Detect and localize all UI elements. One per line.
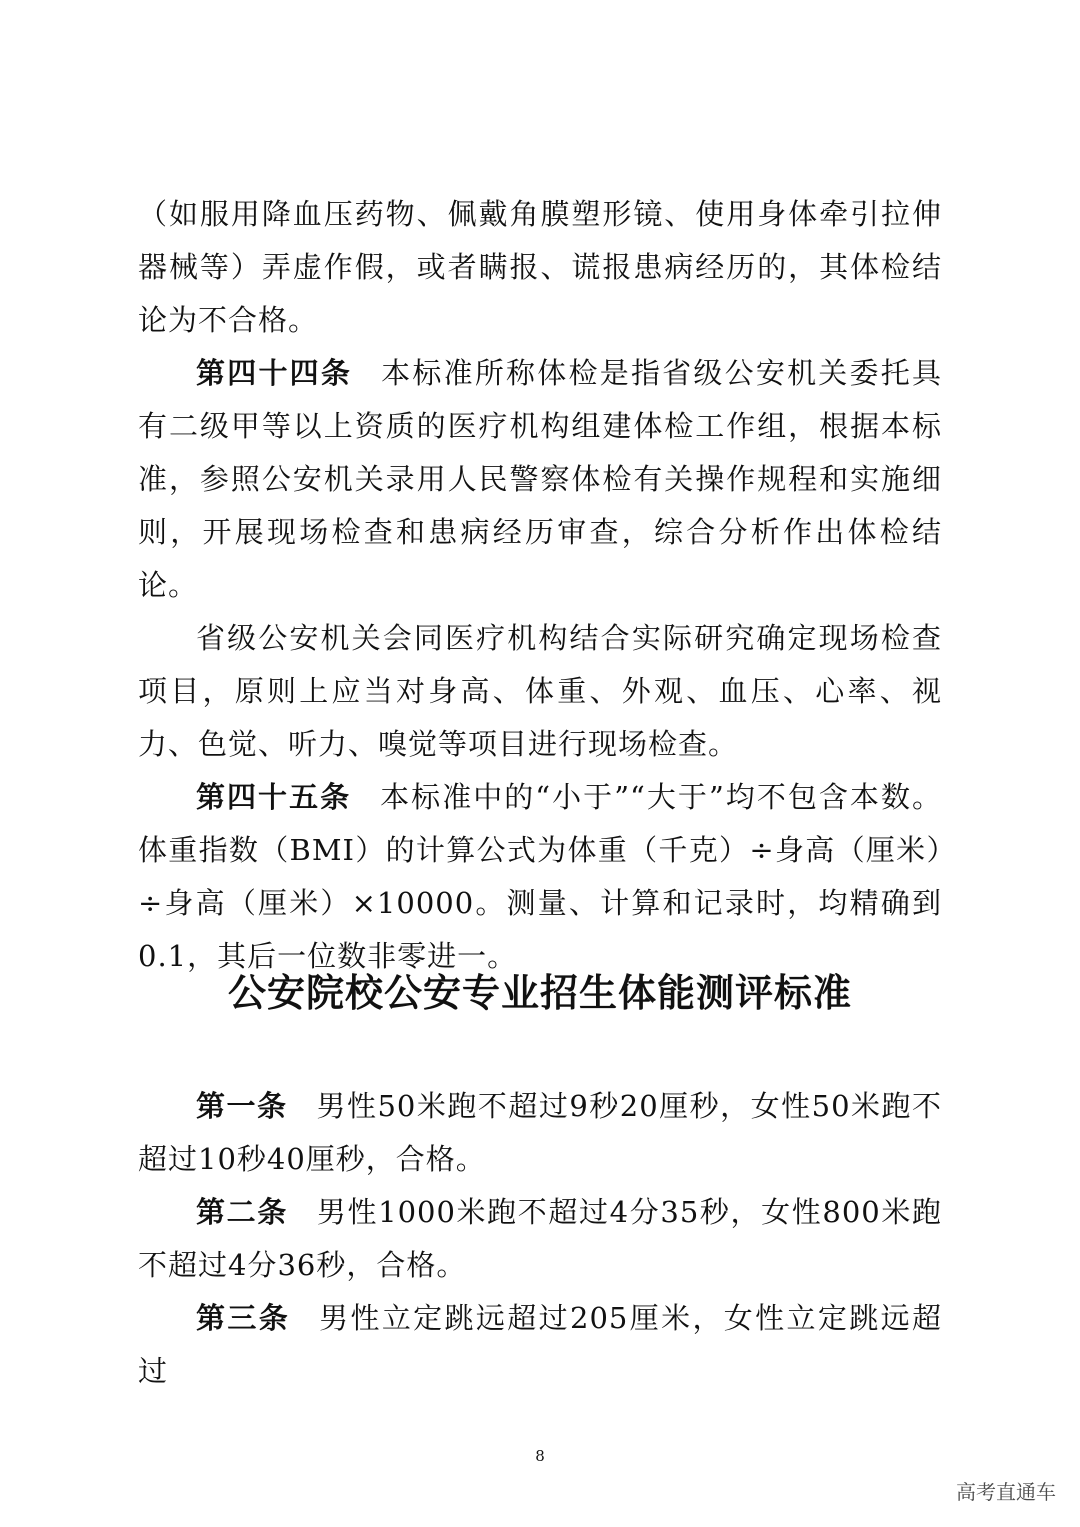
article-45-label: 第四十五条 xyxy=(196,780,352,814)
article-44-paragraph xyxy=(138,347,942,612)
article-44-label: 第四十四条 xyxy=(196,356,353,390)
article-45-paragraph xyxy=(138,771,942,983)
regulations-body-part-1 xyxy=(138,188,942,983)
fitness-article-1-label: 第一条 xyxy=(196,1089,288,1123)
fitness-article-2-label: 第二条 xyxy=(196,1195,288,1229)
page-number: 8 xyxy=(535,1447,545,1465)
fitness-standards-body xyxy=(138,1080,942,1398)
continuation-paragraph: （如服用降血压药物、佩戴角膜塑形镜、使用身体牵引拉伸器械等）弄虚作假，或者瞒报、谎报患病经历的，其体检结论为不合格。 xyxy=(138,197,942,337)
article-44-paragraph-2: 省级公安机关会同医疗机构结合实际研究确定现场检查项目，原则上应当对身高、体重、外观、血压、心率、视力、色觉、听力、嗅觉等项目进行现场检查。 xyxy=(138,621,942,761)
fitness-article-2-text: 男性1000米跑不超过4分35秒，女性800米跑不超过4分36秒，合格。 xyxy=(138,1195,942,1282)
fitness-article-3-label: 第三条 xyxy=(196,1301,291,1335)
fitness-article-1 xyxy=(138,1080,942,1186)
fitness-article-2 xyxy=(138,1186,942,1292)
fitness-article-3-text: 男性立定跳远超过205厘米，女性立定跳远超过 xyxy=(138,1301,942,1388)
article-45-text: 本标准中的“小于”“大于”均不包含本数。体重指数（BMI）的计算公式为体重（千克）÷身高（厘米）÷身高（厘米）×10000。测量、计算和记录时，均精确到0.1，其后一位数非零进一。 xyxy=(138,780,942,973)
article-44-text: 本标准所称体检是指省级公安机关委托具有二级甲等以上资质的医疗机构组建体检工作组，根据本标准，参照公安机关录用人民警察体检有关操作规程和实施细则，开展现场检查和患病经历审查，综合分析作出体检结论。 xyxy=(138,356,942,602)
source-watermark: 高考直通车 xyxy=(956,1480,1056,1504)
fitness-article-3 xyxy=(138,1292,942,1398)
section-title: 公安院校公安专业招生体能测评标准 xyxy=(227,971,852,1015)
fitness-article-1-text: 男性50米跑不超过9秒20厘秒，女性50米跑不超过10秒40厘秒，合格。 xyxy=(138,1089,942,1176)
